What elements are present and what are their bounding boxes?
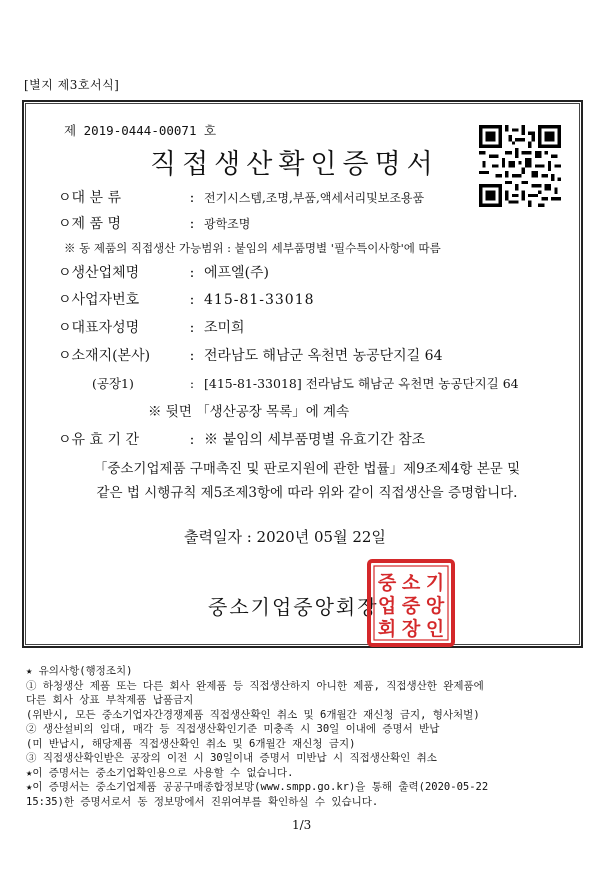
product-label: ㅇ제 품 명 (58, 216, 121, 232)
field-factory (92, 374, 519, 392)
ceo-label: ㅇ대표자성명 (58, 320, 140, 336)
seal-char-7: 회 (377, 618, 397, 640)
ceo-sep: : (189, 320, 195, 336)
page-number: 1/3 (292, 818, 312, 832)
legal-text-line2: 같은 법 시행규칙 제5조제3항에 따라 위와 같이 직접생산을 증명합니다. (96, 485, 518, 501)
factory-label: (공장1) (92, 376, 134, 391)
field-business-number (58, 289, 315, 309)
issuer-name: 중소기업중앙회장 (208, 595, 379, 619)
seal-char-1: 중 (377, 572, 397, 594)
seal-char-6: 앙 (425, 595, 445, 617)
validity-sep: : (189, 432, 195, 448)
company-value: 에프엘(주) (204, 265, 270, 281)
note-line: ① 하청생산 제품 또는 다른 회사 완제품 등 직접생산하지 아니한 제품, 직접생산한 완제품에 (26, 679, 484, 692)
validity-value: ※ 붙임의 세부품명별 유효기간 참조 (204, 432, 426, 448)
factory-value: [415-81-33018] 전라남도 해남군 옥천면 농공단지길 64 (204, 376, 519, 391)
note-line: 다른 회사 상표 부착제품 납품금지 (26, 694, 194, 706)
ceo-value: 조미희 (204, 320, 245, 336)
seal-char-9: 인 (425, 618, 445, 640)
seal-char-8: 장 (401, 618, 421, 640)
validity-label: ㅇ유 효 기 간 (58, 432, 139, 448)
note-line: ★이 증명서는 중소기업확인용으로 사용할 수 없습니다. (26, 766, 294, 779)
category-sep: : (189, 190, 195, 206)
company-label: ㅇ생산업체명 (58, 265, 140, 281)
company-sep: : (189, 265, 195, 281)
product-sep: : (189, 216, 195, 232)
address-value: 전라남도 해남군 옥천면 농공단지길 64 (204, 348, 443, 364)
product-value: 광학조명 (204, 217, 251, 231)
seal-char-2: 소 (401, 572, 421, 594)
print-date: 출력일자 : 2020년 05월 22일 (184, 528, 386, 546)
field-category (58, 187, 424, 207)
factory-sep: : (189, 376, 195, 391)
field-product (58, 213, 250, 233)
field-ceo (58, 317, 245, 337)
category-value: 전기시스템,조명,부품,액세서리및보조용품 (204, 191, 425, 205)
seal-char-5: 중 (401, 595, 421, 617)
field-company (58, 262, 269, 282)
address-label: ㅇ소재지(본사) (58, 348, 151, 364)
factory-note: ※ 뒷면 「생산공장 목록」에 계속 (148, 404, 350, 420)
category-label: ㅇ대 분 류 (58, 190, 121, 206)
note-line: ★이 증명서는 중소기업제품 공공구매종합정보망(www.smpp.go.kr)을 통해 출력(2020-05-22 (26, 781, 489, 793)
note-line: ③ 직접생산확인받은 공장의 이전 시 30일이내 증명서 미반납 시 직접생산확인 취소 (26, 752, 437, 764)
note-line: (위반시, 모든 중소기업자간경쟁제품 직접생산확인 취소 및 6개월간 재신청 금지, 형사처벌) (26, 708, 480, 721)
qr-code-icon (479, 125, 561, 207)
bizno-label: ㅇ사업자번호 (58, 292, 140, 308)
field-validity (58, 429, 425, 449)
document-title: 직접생산확인증명서 (150, 149, 439, 180)
address-sep: : (189, 348, 195, 364)
certificate-number: 제 2019-0444-00071 호 (64, 123, 217, 138)
note-line: ★ 유의사항(행정조치) (26, 665, 133, 677)
bizno-sep: : (189, 292, 195, 308)
note-line: 15:35)한 증명서로서 동 정보망에서 진위여부를 확인하실 수 있습니다. (26, 795, 379, 808)
seal-char-4: 업 (377, 595, 397, 617)
field-address (58, 345, 442, 365)
note-line: (미 반납시, 해당제품 직접생산확인 취소 및 6개월간 재신청 금지) (26, 737, 356, 750)
official-seal-icon (366, 558, 456, 648)
scope-note: ※ 동 제품의 직접생산 가능범위 : 붙임의 세부품명별 '필수특이사항'에 따름 (64, 241, 441, 255)
form-tag: [별지 제3호서식] (24, 78, 120, 92)
notes-section (26, 664, 586, 809)
seal-char-3: 기 (425, 572, 445, 594)
note-line: ② 생산설비의 임대, 매각 등 직접생산확인기준 미충족 시 30일 이내에 증명서 반납 (26, 723, 440, 735)
legal-text-line1: 「중소기업제품 구매촉진 및 판로지원에 관한 법률」제9조제4항 본문 및 (93, 461, 521, 477)
bizno-value: 415-81-33018 (204, 292, 315, 308)
